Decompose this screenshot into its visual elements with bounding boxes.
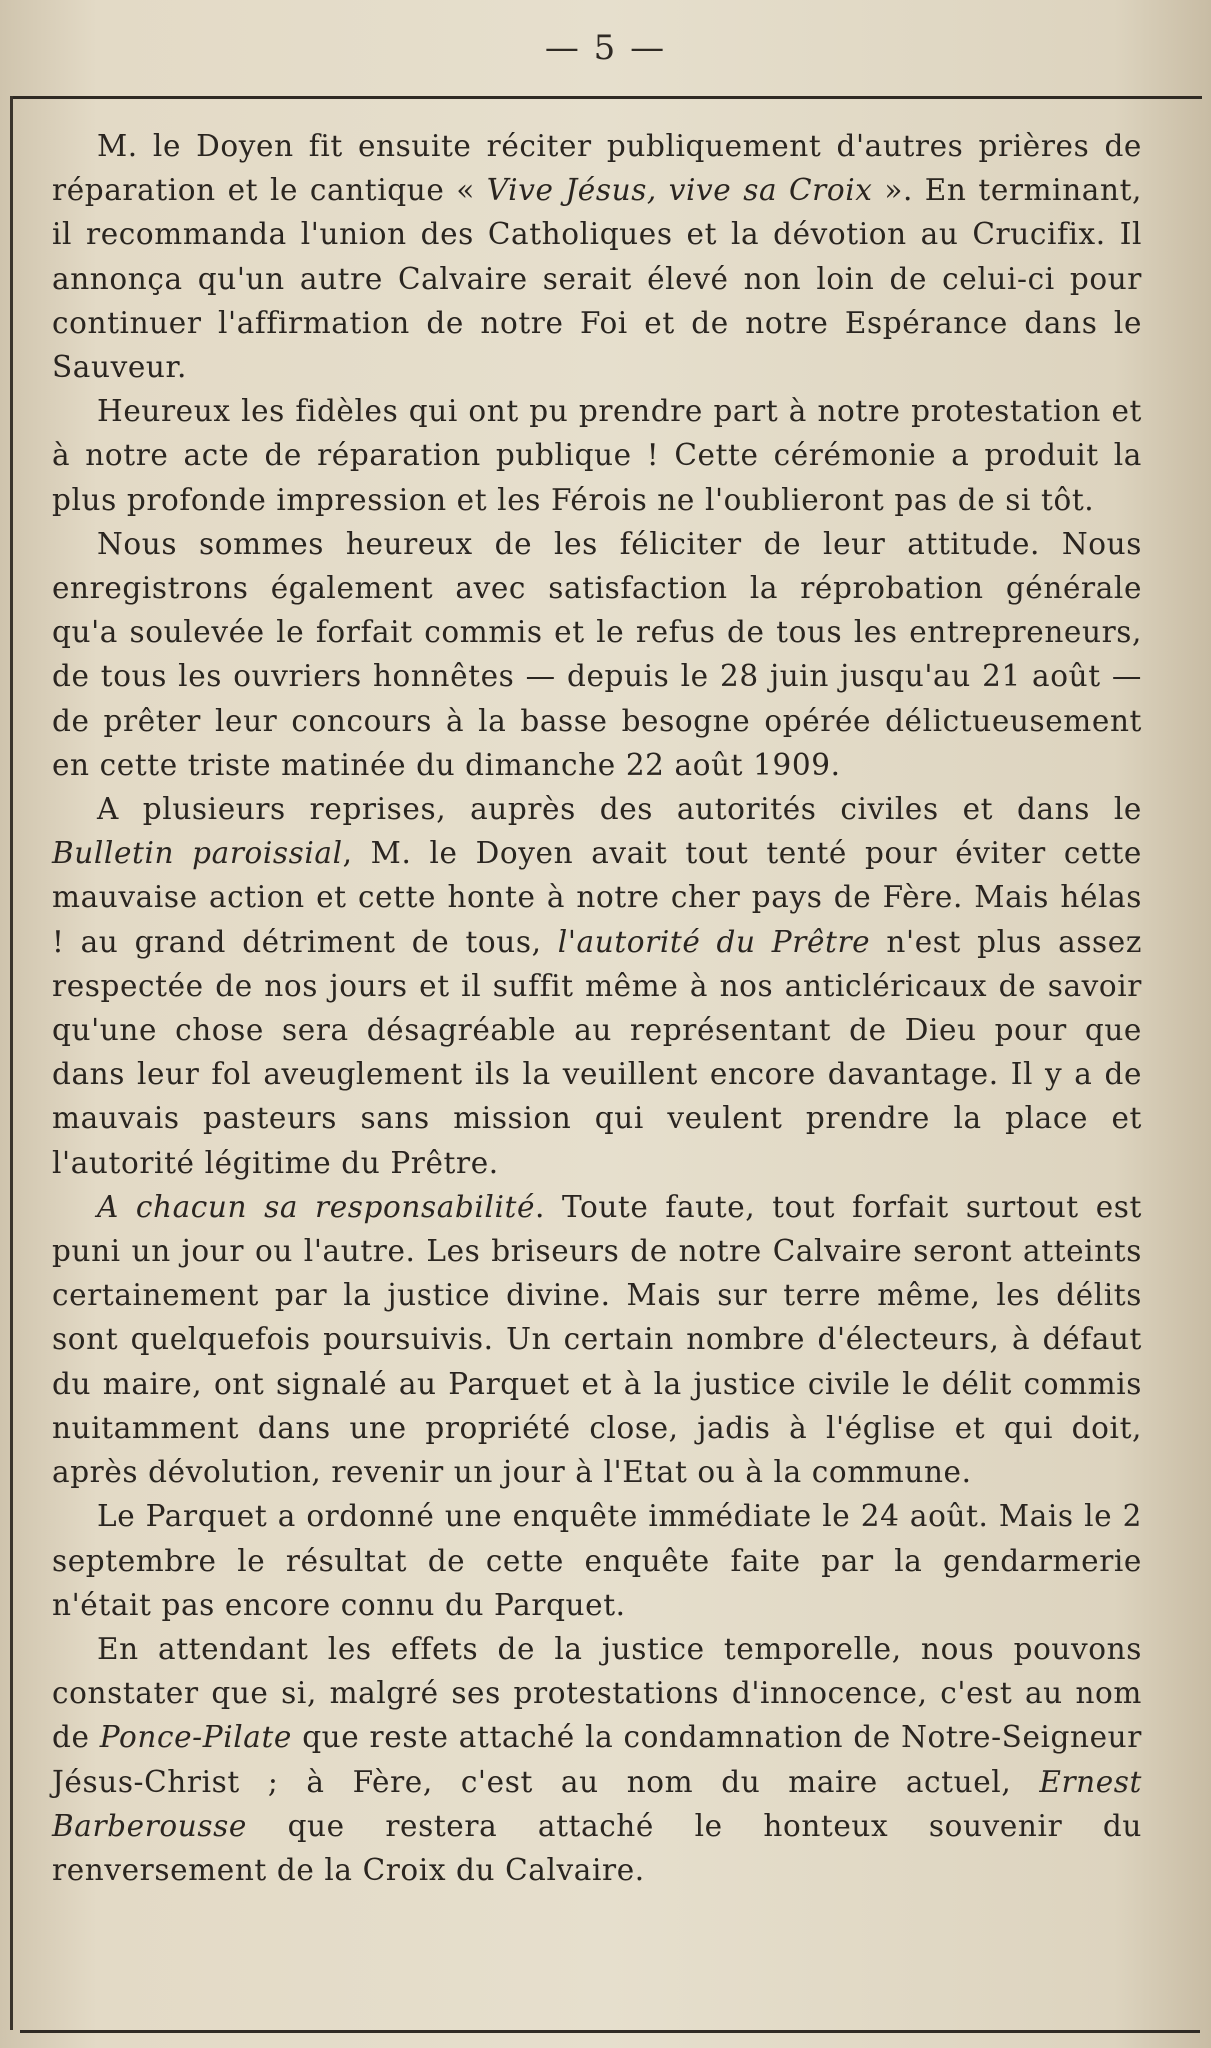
text-run: n'est plus assez respectée de nos jours et il suffit même à nos anticléricaux de savoir qu'une chose sera désagréable au représentant de Dieu pour que dans leur fol aveuglement ils la veuillent encore davantage. Il y a de mauvais pasteurs sans mission qui veulent prendre la place et l'autorité légitime du Prêtre. — [52, 924, 1142, 1180]
paragraph-7 — [52, 1627, 1142, 1892]
text-run: . Toute faute, tout forfait surtout est puni un jour ou l'autre. Les briseurs de notre Calvaire seront atteints certainement par la justice divine. Mais sur terre même, les délits sont quelquefois poursuivis. Un certain nombre d'électeurs, à défaut du maire, ont signalé au Parquet et à la justice civile le délit commis nuitamment dans une propriété close, jadis à l'église et qui doit, après dévolution, revenir un jour à l'Etat ou à la commune. — [52, 1189, 1142, 1490]
paragraph-4 — [52, 787, 1142, 1185]
frame-left-rule — [10, 96, 13, 2030]
italic-run: Ponce-Pilate — [99, 1720, 292, 1755]
text-run: Heureux les fidèles qui ont pu prendre part à notre protestation et à notre acte de réparation publique ! Cette cérémonie a produit la plus profonde impression et les Férois ne l'oublieront pas de si tôt. — [52, 394, 1142, 517]
italic-run: A chacun sa responsabilité — [97, 1189, 536, 1224]
page-number: — 5 — — [544, 28, 667, 68]
paragraph-2 — [52, 389, 1142, 522]
frame-top-rule — [12, 96, 1202, 99]
paragraph-5 — [52, 1185, 1142, 1494]
text-run: Le Parquet a ordonné une enquête immédiate le 24 août. Mais le 2 septembre le résultat de cette enquête faite par la gendarmerie n'était pas encore connu du Parquet. — [52, 1499, 1142, 1622]
text-run: En attendant les effets de la justice temporelle, nous pouvons constater que si, malgré ses protestations d'innocence, c'est au nom de — [52, 1631, 1142, 1755]
paragraph-3 — [52, 522, 1142, 787]
italic-run: Bulletin paroissial — [52, 836, 343, 871]
text-run: que reste attaché la condamnation de Notre-Seigneur Jésus-Christ ; à Fère, c'est au nom du maire actuel, — [52, 1720, 1142, 1799]
text-run: Nous sommes heureux de les féliciter de leur attitude. Nous enregistrons également avec satisfaction la réprobation générale qu'a soulevée le forfait commis et le refus de tous les entrepreneurs, de tous les ouvriers honnêtes — depuis le 28 juin jusqu'au 21 août — de prêter leur concours à la basse besogne opérée délictueusement en cette triste matinée du dimanche 22 août 1909. — [52, 526, 1142, 782]
text-run: A plusieurs reprises, auprès des autorités civiles et dans le — [97, 792, 1142, 827]
italic-run: Ernest Barberousse — [52, 1764, 1142, 1843]
paragraph-1 — [52, 124, 1142, 389]
frame-bottom-rule — [20, 2030, 1200, 2033]
text-run: ». En terminant, il recommanda l'union des Catholiques et la dévotion au Crucifix. Il annonça qu'un autre Calvaire serait élevé non loin de celui-ci pour continuer l'affirmation de notre Foi et de notre Espérance dans le Sauveur. — [52, 173, 1143, 385]
text-run: que restera attaché le honteux souvenir du renversement de la Croix du Calvaire. — [52, 1808, 1142, 1887]
paragraph-6 — [52, 1494, 1142, 1627]
text-run: M. le Doyen fit ensuite réciter publiquement d'autres prières de réparation et le cantique « — [52, 129, 1142, 208]
italic-run: Vive Jésus, vive sa Croix — [486, 173, 873, 208]
text-run: , M. le Doyen avait tout tenté pour éviter cette mauvaise action et cette honte à notre cher pays de Fère. Mais hélas ! au grand détriment de tous, — [52, 836, 1142, 959]
article-body — [52, 124, 1142, 1892]
italic-run: l'autorité du Prêtre — [557, 924, 871, 959]
